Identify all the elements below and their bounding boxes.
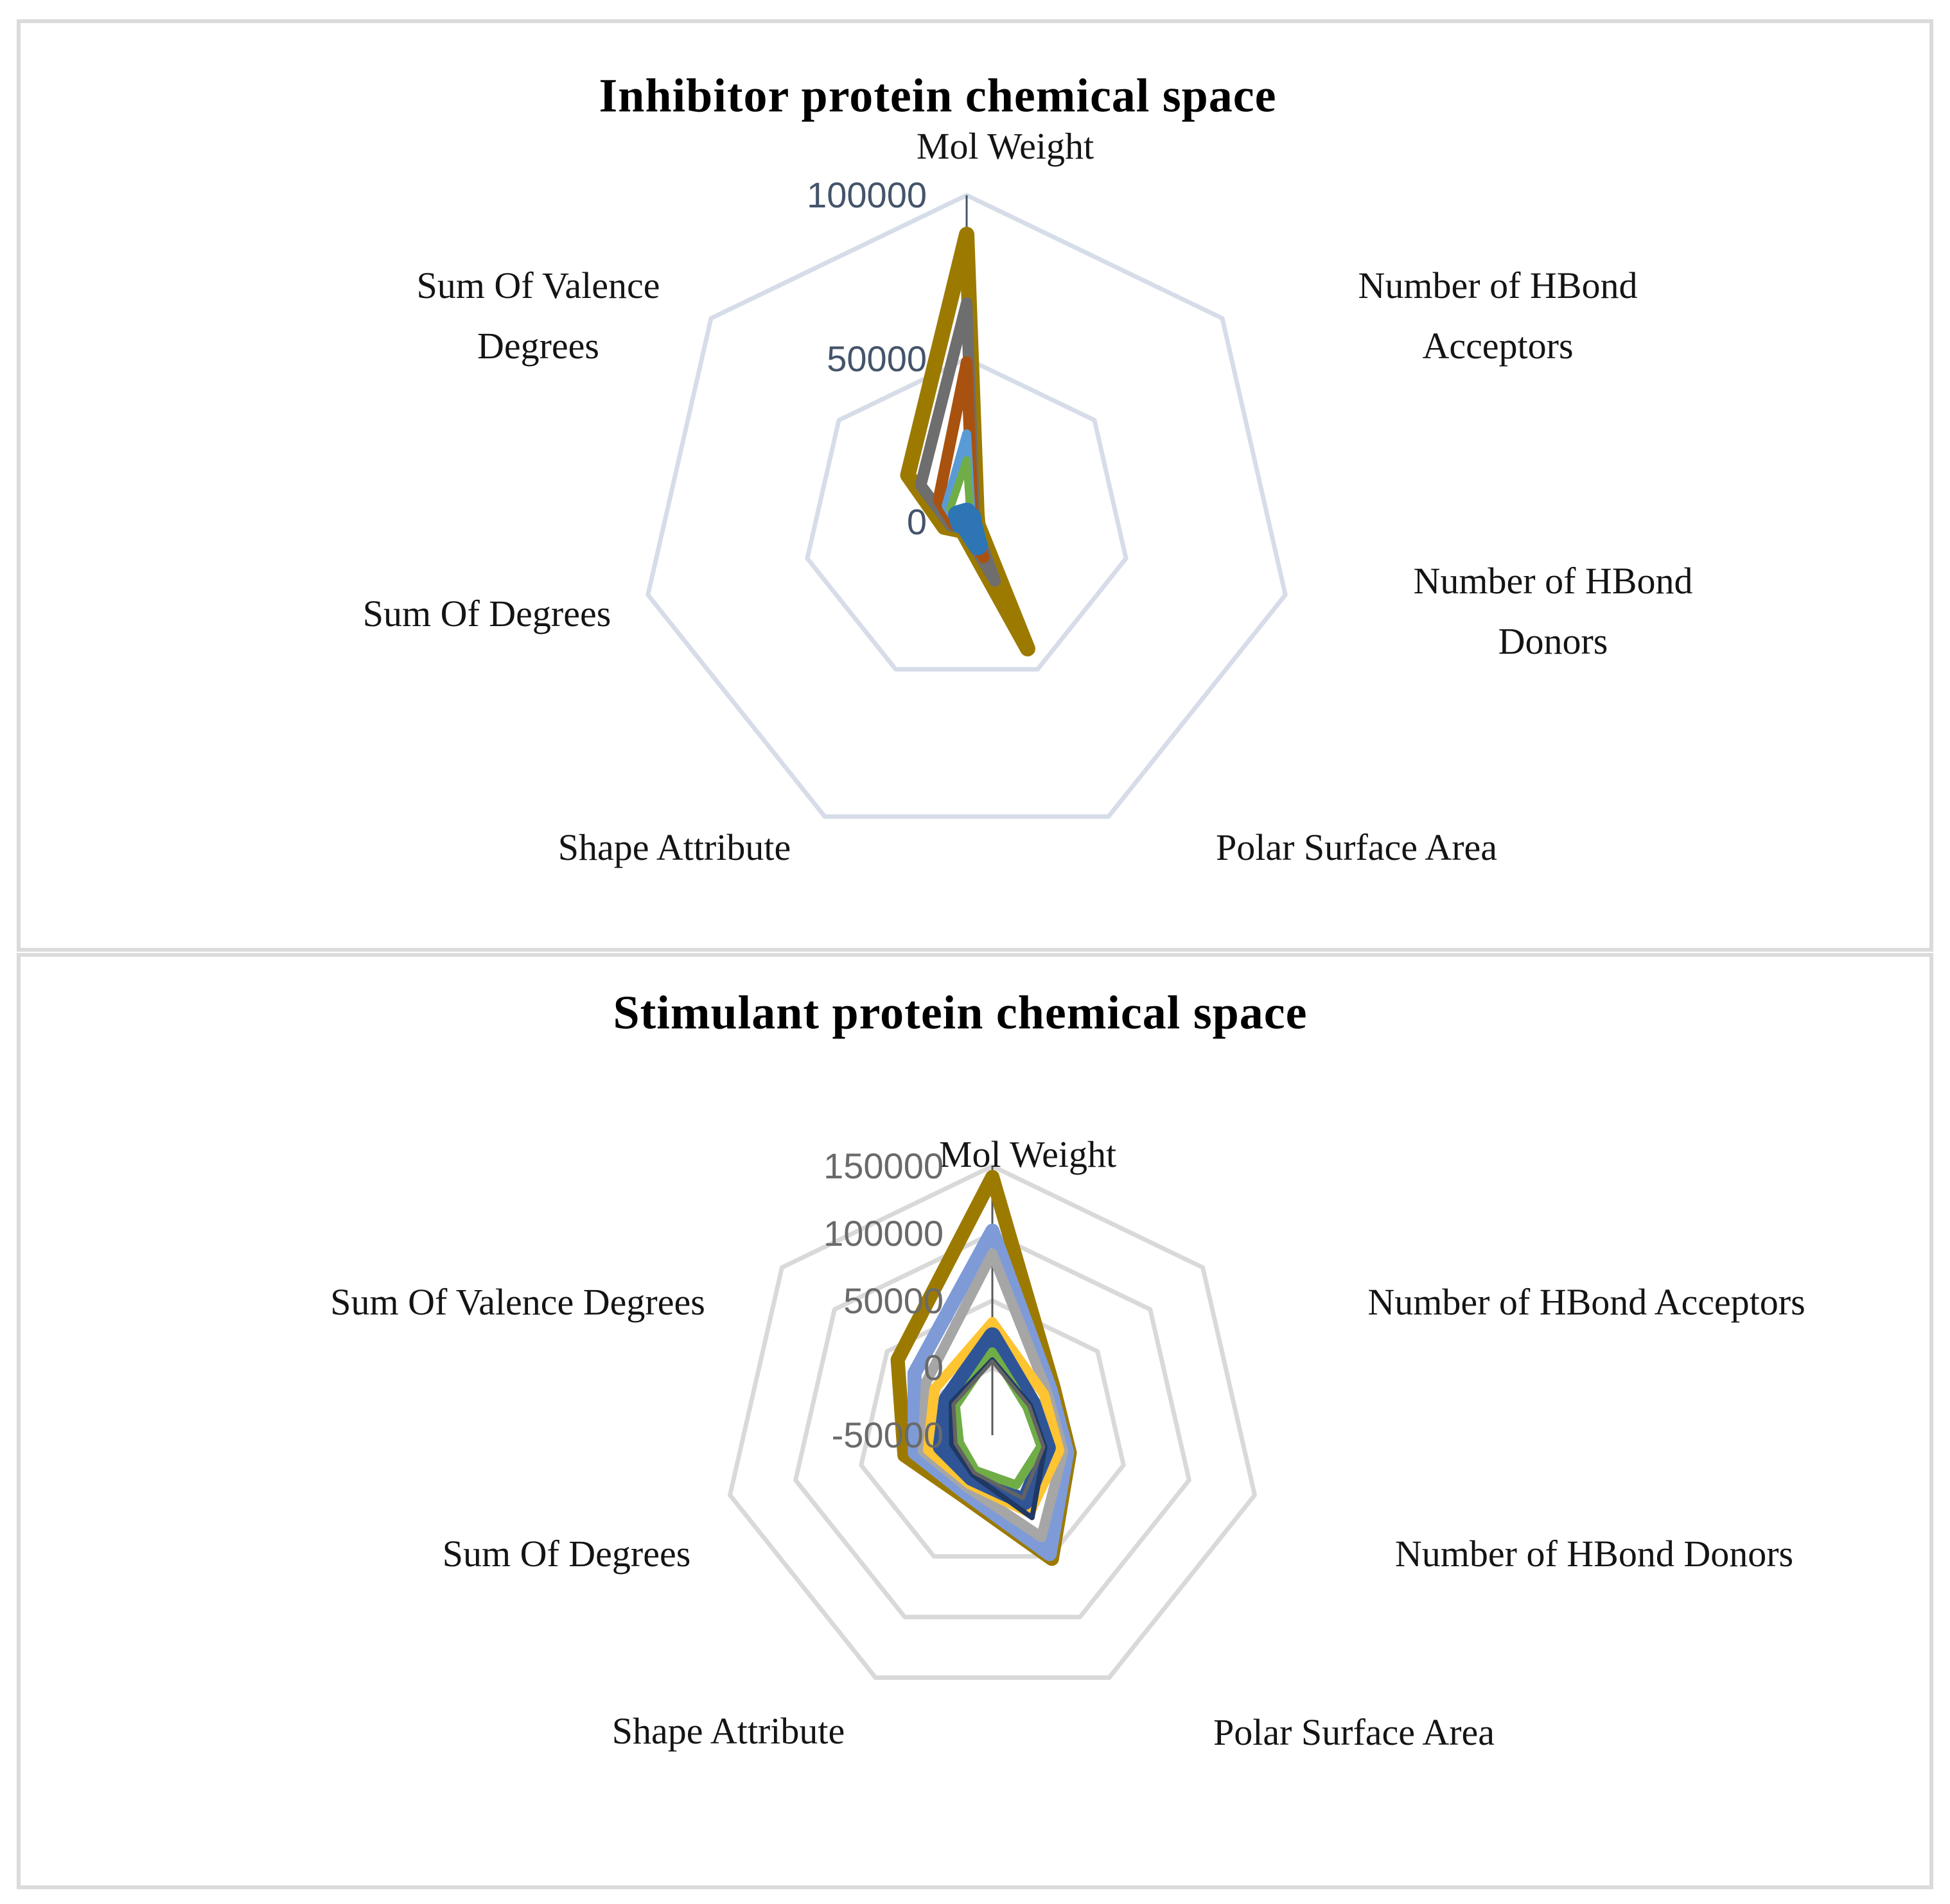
tick-label-150000: 150000 [823,1146,944,1186]
tick-label-100000: 100000 [807,175,927,215]
category-label-sum-of-valence-degrees: Sum Of Valence Degrees [416,265,660,367]
stimulant-chart-title: Stimulant protein chemical space [613,986,1308,1040]
category-label-sum-of-degrees: Sum Of Degrees [362,593,611,635]
tick-label-0: 0 [906,502,927,542]
category-label-polar-surface-area: Polar Surface Area [1213,1711,1495,1754]
category-label-number-of-hbond-acceptors: Number of HBond Acceptors [1358,265,1638,367]
category-label-mol-weight: Mol Weight [916,125,1094,168]
category-label-mol-weight: Mol Weight [938,1133,1117,1176]
category-label-polar-surface-area: Polar Surface Area [1215,826,1498,869]
category-label-sum-of-degrees: Sum Of Degrees [442,1533,691,1575]
tick-label-0: 0 [923,1347,944,1388]
category-label-number-of-hbond-donors: Number of HBond Donors [1413,560,1693,662]
category-label-number-of-hbond-donors: Number of HBond Donors [1394,1533,1794,1575]
tick-label-50000: 50000 [843,1280,944,1321]
tick-label-100000: 100000 [823,1212,944,1253]
tick-label--50000: -50000 [831,1415,944,1455]
tick-label-50000: 50000 [827,338,927,379]
inhibitor-chart-title: Inhibitor protein chemical space [599,69,1277,123]
category-label-number-of-hbond-acceptors: Number of HBond Acceptors [1367,1281,1805,1323]
category-label-shape-attribute: Shape Attribute [611,1710,845,1752]
category-label-shape-attribute: Shape Attribute [558,826,791,869]
category-label-sum-of-valence-degrees: Sum Of Valence Degrees [330,1281,705,1323]
